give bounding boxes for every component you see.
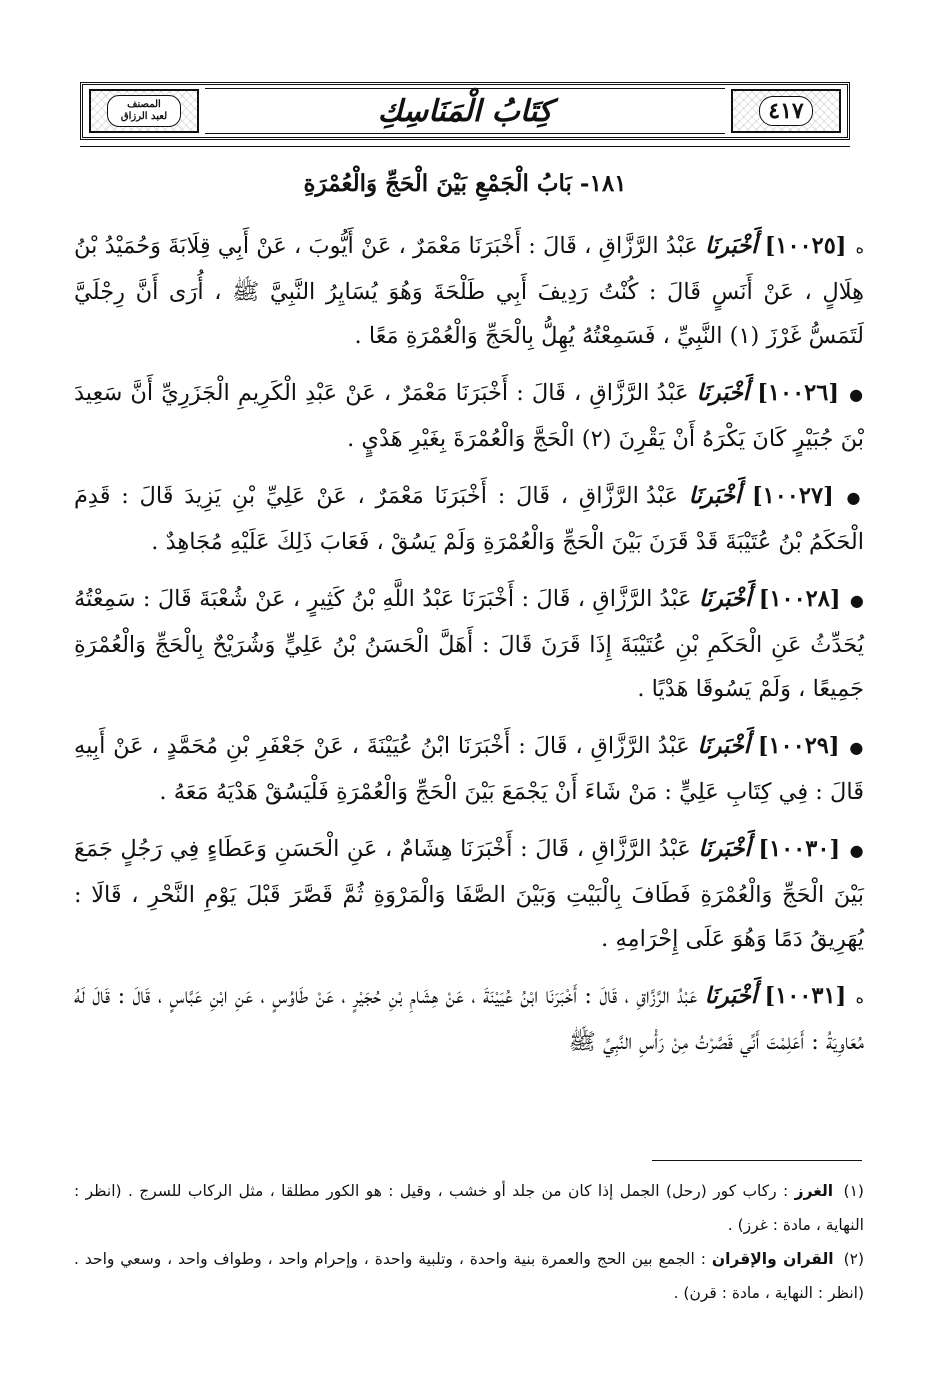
hadith-entry [74,371,864,461]
hadith-number: [١٠٠٣١] [764,983,847,1009]
entry-marker: ● [846,488,864,507]
hadith-text: عَبْدُ الرَّزَّاقِ ، قَالَ : أَخْبَرَنَا ابْنُ عُيَيْنَةَ ، عَنْ جَعْفَرِ بْنِ مُحَمَّدٍ ، عَنْ أَبِيهِ قَالَ : فِي كِتَابِ عَلِيٍّ : مَنْ شَاءَ أَنْ يَجْمَعَ بَيْنَ الْحَجِّ وَالْعُمْرَةِ فَلْيَسُقْ هَدْيَهُ مَعَهُ . [74,733,864,805]
hadith-number: [١٠٠٢٧] [751,483,834,509]
book-title: كِتَابُ الْمَنَاسِكِ [205,88,725,134]
hadith-text: عَبْدُ الرَّزَّاقِ ، قَالَ : أَخْبَرَنَا مَعْمَرٌ ، عَنْ عَلِيِّ بْنِ يَزِيدَ قَالَ : قَدِمَ الْحَكَمُ بْنُ عُتَيْبَةَ قَدْ قَرَنَ بَيْنَ الْحَجِّ وَالْعُمْرَةِ وَلَمْ يَسُقْ ، فَعَابَ ذَلِكَ عَلَيْهِ مُجَاهِدٌ . [74,483,864,555]
page-number: ٤١٧ [759,96,812,126]
hadith-text: عَبْدُ الرَّزَّاقِ ، قَالَ : أَخْبَرَنَا هِشَامٌ ، عَنِ الْحَسَنِ وَعَطَاءٍ فِي رَجُلٍ جَمَعَ بَيْنَ الْحَجِّ وَالْعُمْرَةِ فَطَافَ بِالْبَيْتِ وَبَيْنَ الصَّفَا وَالْمَرْوَةِ ثُمَّ قَصَّرَ قَبْلَ يَوْمِ النَّحْرِ ، قَالَا : يُهَرِيقُ دَمًا وَهُوَ عَلَى إِحْرَامِهِ . [74,836,864,952]
series-mark-ornament [89,89,199,133]
hadith-lead: أَخْبَرنَا [704,983,758,1009]
hadith-lead: أَخْبَرنَا [697,733,750,759]
entry-marker: ه [855,238,865,257]
hadith-lead: أَخْبَرنَا [698,836,751,862]
hadith-number: [١٠٠٢٨] [758,586,841,612]
page-header [80,82,850,140]
hadith-text: عَبْدُ الرَّزَّاقِ ، قَالَ : أَخْبَرَنَا مَعْمَرٌ ، عَنْ أَيُّوبَ ، عَنْ أَبِي قِلَابَةَ وَحُمَيْدُ بْنُ هِلَالٍ ، عَنْ أَنَسٍ قَالَ : كُنْتُ رَدِيفَ أَبِي طَلْحَةَ وَهُوَ يُسَايِرُ النَّبِيَّ ﷺ ، أُرَى أَنَّ رِجْلَيَّ لَتَمَسُّ غَرْزَ (١) النَّبِيِّ ، فَسَمِعْتُهُ يُهِلُّ بِالْحَجِّ وَالْعُمْرَةِ مَعًا . [74,233,864,349]
hadith-text: عَبْدُ الرَّزَّاقِ ، قَالَ : أَخْبَرَنَا مَعْمَرٌ ، عَنْ عَبْدِ الْكَرِيمِ الْجَزَرِيِّ أَنَّ سَعِيدَ بْنَ جُبَيْرٍ كَانَ يَكْرَهُ أَنْ يَقْرِنَ (٢) الْحَجَّ وَالْعُمْرَةَ بِغَيْرِ هَدْيٍ . [74,380,864,452]
entry-marker: ● [849,738,864,757]
chapter-heading: ١٨١- بَابُ الْجَمْعِ بَيْنَ الْحَجِّ وَالْعُمْرَةِ [303,170,627,197]
hadith-entry [74,224,864,358]
hadith-number: [١٠٠٢٦] [757,380,839,406]
hadith-text: عَبْدُ الرَّزَّاقِ ، قَالَ : أَخْبَرَنَا ابْنُ عُيَيْنَةَ ، عَنْ هِشَامِ بْنِ حُجَيْرٍ ، عَنْ طَاوُسٍ ، عَنِ ابْنِ عَبَّاسٍ ، قَالَ : قَالَ لَهُ مُعَاوِيَةُ : أَعَلِمْتَ أَنِّي قَصَّرْتُ مِنْ رَأْسِ النَّبِيِّ ﷺ [74,983,864,1055]
hadith-entry [74,724,864,814]
footnote-term: القران والإقران [711,1250,834,1268]
hadith-entry [74,577,864,711]
footnote-term: الغرز [794,1182,834,1200]
hadith-entry [74,974,864,1064]
footnote-text: : ركاب كور (رحل) الجمل إذا كان من جلد أو خشب ، وقيل : هو الكور مطلقا ، مثل الركاب للسرج . (انظر : النهاية ، مادة : غرز) . [74,1182,864,1234]
entry-marker: ه [855,988,864,1007]
entry-marker: ● [849,841,865,860]
footnote-separator [652,1160,862,1161]
hadith-entry [74,474,864,564]
series-mark [107,95,181,127]
footnotes [74,1174,864,1310]
hadith-text: عَبْدُ الرَّزَّاقِ ، قَالَ : أَخْبَرَنَا عَبْدُ اللَّهِ بْنُ كَثِيرٍ ، عَنْ شُعْبَةَ قَالَ : سَمِعْتُهُ يُحَدِّثُ عَنِ الْحَكَمِ بْنِ عُتَيْبَةَ إِذَا قَرَنَ قَالَ : أَهَلَّ الْحَسَنُ بْنُ عَلِيٍّ وَشُرَيْحٌ بِالْحَجِّ وَالْعُمْرَةِ جَمِيعًا ، وَلَمْ يَسُوقَا هَدْيًا . [74,586,864,702]
hadith-number: [١٠٠٢٥] [764,233,847,259]
entry-marker: ● [849,385,864,404]
hadith-lead: أَخْبَرنَا [705,233,758,259]
header-rule [80,146,850,147]
hadith-lead: أَخْبَرنَا [698,586,752,612]
hadith-lead: أَخْبَرنَا [696,380,750,406]
page-number-ornament [731,89,841,133]
hadith-number: [١٠٠٣٠] [758,836,841,862]
footnote [74,1242,864,1310]
footnote-number: (٢) [843,1250,865,1268]
entry-marker: ● [849,591,864,610]
hadith-lead: أَخْبَرنَا [688,483,742,509]
series-mark-line2: لعبد الرزاق [120,111,168,122]
hadith-number: [١٠٠٢٩] [757,733,840,759]
series-mark-line1: المصنف [127,99,161,110]
hadith-list [74,224,864,1077]
hadith-entry [74,827,864,961]
footnote [74,1174,864,1242]
footnote-text: : الجمع بين الحج والعمرة بنية واحدة ، وتلبية واحدة ، وإحرام واحد ، وطواف واحد ، وسعي واحد . (انظر : النهاية ، مادة : قرن) . [74,1250,864,1302]
footnote-number: (١) [843,1182,864,1200]
